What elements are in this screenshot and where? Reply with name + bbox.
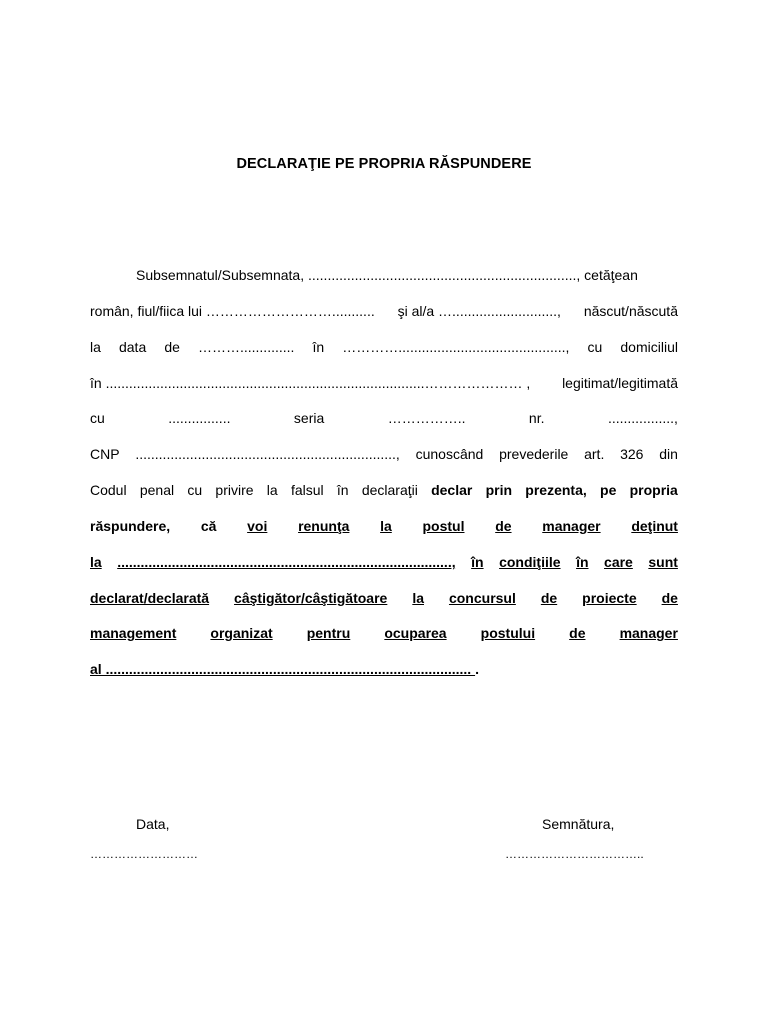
text-segment: nr. xyxy=(528,410,545,426)
text-segment: postul xyxy=(422,518,465,534)
paragraph-line-7 xyxy=(90,480,678,500)
text-segment: ................., xyxy=(607,410,678,426)
text-segment: Codul xyxy=(90,482,127,498)
text-segment: ..................................................................., xyxy=(135,446,400,462)
text-segment: cunoscând xyxy=(415,446,484,462)
text-segment: declarat/declarată xyxy=(90,590,210,606)
text-segment: la xyxy=(90,339,101,355)
text-segment: concursul xyxy=(448,590,516,606)
text-segment: renunţa xyxy=(298,518,350,534)
text-segment: falsul xyxy=(290,482,324,498)
text-segment: deţinut xyxy=(631,518,678,534)
text-segment: declar xyxy=(431,482,473,498)
text-segment: organizat xyxy=(210,625,273,641)
text-segment: prezenta, xyxy=(525,482,587,498)
text-segment: declaraţii xyxy=(361,482,418,498)
paragraph-line-5 xyxy=(90,408,678,428)
text-segment: român, fiul/fiica lui ………………………........... xyxy=(90,303,375,319)
text-segment: privire xyxy=(215,482,254,498)
text-segment: data xyxy=(118,339,147,355)
text-segment: seria xyxy=(293,410,325,426)
text-segment: art. xyxy=(584,446,605,462)
paragraph-line-6 xyxy=(90,444,678,464)
text-segment: de xyxy=(495,518,512,534)
text-segment: condiţiile xyxy=(499,554,561,570)
text-segment: . xyxy=(475,661,479,677)
text-segment: pentru xyxy=(306,625,351,641)
text-segment: la xyxy=(380,518,392,534)
text-segment: în xyxy=(576,554,589,570)
text-segment: că xyxy=(200,518,217,534)
paragraph-line-8 xyxy=(90,516,678,536)
text-segment: proiecte xyxy=(582,590,637,606)
signature-label: Semnătura, xyxy=(542,816,615,832)
text-segment: sunt xyxy=(648,554,678,570)
text-segment: ................ xyxy=(168,410,231,426)
text-segment: de xyxy=(164,339,180,355)
text-segment: manager xyxy=(619,625,678,641)
text-segment: …………..........................................., xyxy=(342,339,570,355)
text-segment: răspundere, xyxy=(90,518,171,534)
paragraph-line-12 xyxy=(90,659,678,679)
text-segment: legitimat/legitimată xyxy=(562,375,678,391)
text-segment: la xyxy=(266,482,278,498)
text-segment: ......................................................................................, xyxy=(117,554,456,570)
text-segment: de xyxy=(569,625,586,641)
text-segment: ocuparea xyxy=(384,625,447,641)
text-segment: cu xyxy=(587,339,603,355)
text-segment: prevederile xyxy=(499,446,569,462)
text-segment: manager xyxy=(542,518,601,534)
paragraph-line-1 xyxy=(90,265,678,285)
text-segment: de xyxy=(540,590,558,606)
text-segment: la xyxy=(90,554,102,570)
text-segment: născut/născută xyxy=(583,303,678,319)
document-title: DECLARAŢIE PE PROPRIA RĂSPUNDERE xyxy=(236,156,532,172)
paragraph-line-11 xyxy=(90,623,678,643)
text-segment: cu xyxy=(90,410,105,426)
text-segment: propria xyxy=(629,482,678,498)
text-segment: penal xyxy=(139,482,175,498)
text-segment: la xyxy=(412,590,424,606)
paragraph-line-2 xyxy=(90,301,678,321)
text-segment: pe xyxy=(600,482,617,498)
text-segment: în xyxy=(471,554,484,570)
text-segment: 326 xyxy=(620,446,644,462)
text-segment: domiciliul xyxy=(620,339,678,355)
text-segment: CNP xyxy=(90,446,120,462)
text-segment: care xyxy=(604,554,633,570)
paragraph-line-9 xyxy=(90,552,678,572)
text-segment: în xyxy=(312,339,325,355)
text-segment: postului xyxy=(480,625,536,641)
paragraph-line-3 xyxy=(90,337,678,357)
text-segment: ……….............. xyxy=(197,339,295,355)
text-segment: în ..................................................................................………………… , xyxy=(90,375,531,391)
text-segment: Subsemnatul/Subsemnata, ....................................................................., cetăţean xyxy=(136,267,638,283)
text-segment: din xyxy=(659,446,678,462)
date-placeholder: ……………………… xyxy=(90,847,198,861)
text-segment: în xyxy=(336,482,349,498)
text-segment: şi al/a …..........................., xyxy=(397,303,561,319)
signature-placeholder: …………………………….. xyxy=(505,847,644,861)
text-segment: câştigător/câştigătoare xyxy=(234,590,388,606)
text-segment: management xyxy=(90,625,177,641)
text-segment: voi xyxy=(247,518,268,534)
text-segment: cu xyxy=(187,482,203,498)
text-segment: de xyxy=(661,590,678,606)
paragraph-line-10 xyxy=(90,588,678,608)
text-segment: …………….. xyxy=(387,410,466,426)
text-segment: al .............................................................................................. xyxy=(90,661,476,677)
paragraph-line-4 xyxy=(90,373,678,393)
text-segment: prin xyxy=(485,482,513,498)
date-label: Data, xyxy=(136,816,170,832)
